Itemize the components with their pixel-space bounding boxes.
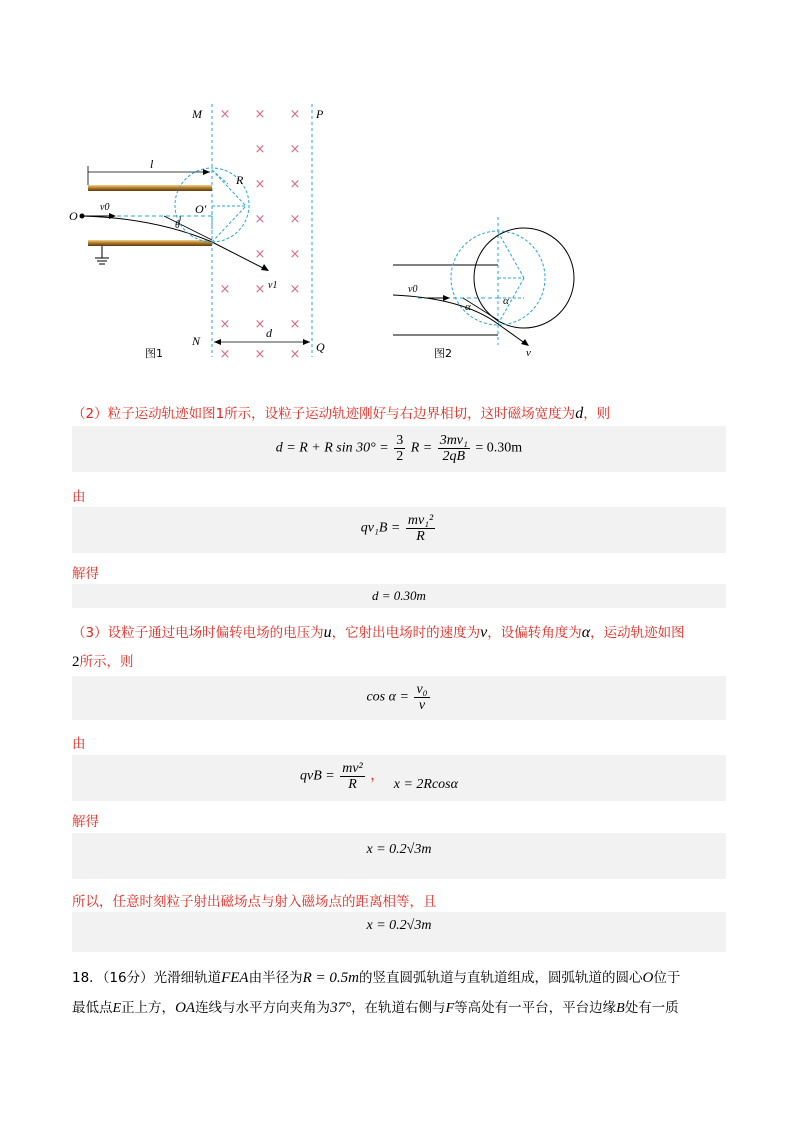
label-theta: θ — [175, 220, 180, 231]
field-cross: × — [289, 317, 301, 332]
magnetic-field-crosses — [220, 107, 301, 362]
field-cross: × — [254, 212, 266, 227]
part3-eq4-box — [72, 912, 726, 952]
field-cross: × — [254, 107, 266, 122]
part2-eq2: qv₁B = $\frac{\text{mv₁²}}{R}$ — [360, 513, 434, 544]
part3-solve: 解得 — [72, 814, 99, 830]
part3-eq1-box — [72, 676, 726, 720]
part3-by: 由 — [72, 736, 86, 752]
part2-eq1-box — [72, 426, 726, 472]
label-d: d — [266, 326, 272, 340]
caption-fig2: 图2 — [434, 347, 452, 360]
part3-line2: 2所示，则 — [72, 654, 134, 670]
label-o-prime: O′ — [195, 202, 207, 216]
part3-eq2: qvB = $\frac{\text{mv²}}{R}$ ， x = 2Rcosα — [300, 761, 458, 792]
field-cross: × — [254, 247, 266, 262]
part3-eq2-box — [72, 755, 726, 801]
fig2-label-alpha2: α — [503, 295, 509, 307]
field-cross: × — [219, 282, 231, 297]
field-cross: × — [289, 142, 301, 157]
field-cross: × — [254, 282, 266, 297]
label-r: R — [236, 173, 244, 187]
ground-icon — [95, 246, 109, 264]
part3-eq1: cos α = $\frac{\text{v₀}}{v}$ — [366, 682, 428, 713]
label-n: N — [192, 334, 201, 348]
q18-line1: 18．（16分）光滑细轨道FEA由半径为R = 0.5m的竖直圆弧轨道与直轨道组成，圆弧轨道的圆心O位于 — [72, 970, 681, 986]
part2-by: 由 — [72, 489, 86, 505]
fig2-label-alpha1: α — [465, 301, 471, 313]
part2-eq2-box — [72, 507, 726, 553]
upper-plate — [88, 185, 212, 191]
part2-eq3-box — [72, 584, 726, 608]
field-cross: × — [289, 347, 301, 362]
part2-eq3: d = 0.30m — [372, 588, 426, 603]
field-cross: × — [289, 282, 301, 297]
field-cross: × — [254, 347, 266, 362]
field-cross: × — [289, 247, 301, 262]
part2-solve: 解得 — [72, 566, 99, 582]
field-cross: × — [219, 347, 231, 362]
field-cross: × — [254, 177, 266, 192]
fig2-label-v: v — [526, 347, 531, 359]
part3-eq3: x = 0.2√3m — [366, 842, 432, 857]
field-cross: × — [254, 142, 266, 157]
label-m: M — [192, 107, 202, 121]
field-cross: × — [219, 317, 231, 332]
figure-2 — [388, 212, 583, 367]
label-v0: v0 — [100, 202, 110, 213]
field-cross: × — [289, 212, 301, 227]
label-q: Q — [316, 340, 325, 354]
lower-plate — [88, 240, 212, 246]
fig2-label-v0: v0 — [408, 284, 418, 295]
field-cross: × — [289, 107, 301, 122]
field-cross: × — [254, 317, 266, 332]
part3-text: （3）设粒子通过电场时偏转电场的电压为u，它射出电场时的速度为v，设偏转角度为α，运动轨迹如图 — [72, 624, 685, 641]
q18-line2: 最低点E正上方，OA连线与水平方向夹角为37°，在轨道右侧与F等高处有一平台，平台边缘B处有一质 — [72, 1000, 679, 1016]
label-v1: v1 — [268, 280, 278, 291]
label-o: O — [69, 209, 78, 223]
field-cross: × — [289, 177, 301, 192]
part3-conclusion: 所以，任意时刻粒子射出磁场点与射入磁场点的距离相等，且 — [72, 894, 437, 910]
part2-text: （2）粒子运动轨迹如图1所示，设粒子运动轨迹刚好与右边界相切，这时磁场宽度为d，则 — [72, 405, 611, 422]
part3-eq3-box — [72, 833, 726, 879]
field-cross: × — [219, 107, 231, 122]
part3-eq4: x = 0.2√3m — [366, 918, 432, 933]
figure-1 — [60, 92, 390, 367]
label-p: P — [316, 107, 324, 121]
part2-eq1: d = R + R sin 30° = $\frac{3}{2}$ R = $\frac{\text{3mv₁}}{2qB}$ = 0.30m — [275, 433, 523, 464]
label-l: l — [150, 157, 154, 171]
caption-fig1: 图1 — [145, 347, 163, 360]
